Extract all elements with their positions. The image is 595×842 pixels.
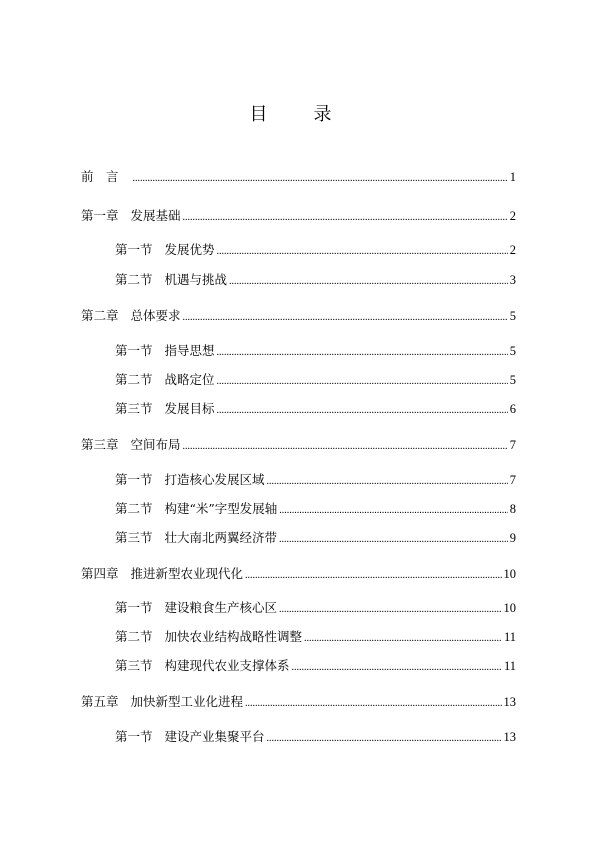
dot-leader <box>183 437 508 457</box>
toc-entry-section[interactable] <box>115 727 516 747</box>
toc-entry-number: 第五章 <box>81 694 119 709</box>
toc-entry-number: 第一节 <box>115 343 153 358</box>
toc-entry-section[interactable] <box>115 240 516 260</box>
toc-entry-section[interactable] <box>115 270 516 290</box>
toc-entry-number: 第三章 <box>81 437 119 452</box>
toc-entry-section[interactable] <box>115 656 516 676</box>
toc-entry-number: 第三节 <box>115 658 153 673</box>
dot-leader <box>279 501 507 521</box>
dot-leader <box>267 729 502 749</box>
toc-entry-number: 第三节 <box>115 530 153 545</box>
toc-page-number: 13 <box>503 695 516 709</box>
dot-leader <box>133 169 508 189</box>
toc-entry-number: 第三节 <box>115 401 153 416</box>
toc-entry-label: 推进新型农业现代化 <box>130 566 244 581</box>
toc-entry-number: 第一章 <box>81 208 119 223</box>
dot-leader <box>245 694 501 714</box>
toc-entry-chapter-4[interactable] <box>81 564 516 584</box>
toc-page-number: 9 <box>509 531 516 545</box>
toc-entry-label: 壮大南北两翼经济带 <box>164 530 278 545</box>
dot-leader <box>217 242 508 262</box>
toc-page-number: 2 <box>509 209 516 223</box>
toc-entry-number: 第二章 <box>81 308 119 323</box>
dot-leader <box>292 658 502 678</box>
toc-page-number: 11 <box>503 659 516 673</box>
toc-entry-chapter-5[interactable] <box>81 692 516 712</box>
toc-entry-label: 空间布局 <box>130 437 181 452</box>
toc-entry-label: 建设产业集聚平台 <box>164 729 265 744</box>
toc-entry-label: 构建现代农业支撑体系 <box>164 658 290 673</box>
page-title: 目 录 <box>249 104 346 125</box>
toc-page-number: 2 <box>509 243 516 257</box>
toc-entry-section[interactable] <box>115 499 516 519</box>
toc-entry-section[interactable] <box>115 528 516 548</box>
dot-leader <box>279 600 501 620</box>
dot-leader <box>183 208 508 228</box>
toc-entry-section[interactable] <box>115 598 516 618</box>
toc-page-number: 6 <box>509 402 516 416</box>
dot-leader <box>217 372 508 392</box>
toc-entry-preface[interactable] <box>81 167 516 187</box>
dot-leader <box>183 308 508 328</box>
toc-entry-number: 第二节 <box>115 501 153 516</box>
dot-leader <box>217 401 508 421</box>
toc-entry-label: 发展基础 <box>130 208 181 223</box>
toc-page-number: 13 <box>503 730 516 744</box>
dot-leader <box>229 272 508 292</box>
dot-leader <box>217 343 508 363</box>
toc-entry-label: 发展目标 <box>164 401 215 416</box>
toc-entry-number: 第一节 <box>115 600 153 615</box>
toc-entry-label: 总体要求 <box>130 308 181 323</box>
toc-page-number: 5 <box>509 309 516 323</box>
toc-entry-chapter-2[interactable] <box>81 306 516 326</box>
toc-page-number: 8 <box>509 502 516 516</box>
toc-page-number: 3 <box>509 273 516 287</box>
toc-entry-number: 第一节 <box>115 242 153 257</box>
dot-leader <box>245 566 501 586</box>
toc-entry-section[interactable] <box>115 399 516 419</box>
toc-page-number: 7 <box>509 438 516 452</box>
toc-entry-label: 发展优势 <box>164 242 215 257</box>
toc-entry-label: 打造核心发展区域 <box>164 472 265 487</box>
toc-entry-label: 建设粮食生产核心区 <box>164 600 278 615</box>
toc-page-number: 7 <box>509 473 516 487</box>
toc-entry-number: 前 言 <box>81 169 119 184</box>
toc-entry-number: 第二节 <box>115 272 153 287</box>
toc-entry-label: 加快新型工业化进程 <box>130 694 244 709</box>
toc-page-number: 10 <box>503 567 516 581</box>
toc-entry-label: 加快农业结构战略性调整 <box>164 629 303 644</box>
toc-page-number: 11 <box>503 630 516 644</box>
toc-entry-label: 指导思想 <box>164 343 215 358</box>
toc-entry-label: 构建“米”字型发展轴 <box>164 501 278 516</box>
toc-entry-number: 第一节 <box>115 729 153 744</box>
toc-entry-number: 第二节 <box>115 372 153 387</box>
toc-entry-number: 第二节 <box>115 629 153 644</box>
toc-entry-section[interactable] <box>115 370 516 390</box>
toc-page-number: 5 <box>509 373 516 387</box>
toc-entry-section[interactable] <box>115 470 516 490</box>
toc-entry-chapter-1[interactable] <box>81 206 516 226</box>
toc-entry-chapter-3[interactable] <box>81 435 516 455</box>
toc-entry-section[interactable] <box>115 341 516 361</box>
toc-entry-label: 战略定位 <box>164 372 215 387</box>
dot-leader <box>304 629 502 649</box>
toc-entry-section[interactable] <box>115 627 516 647</box>
toc-page-number: 1 <box>509 170 516 184</box>
toc-entry-number: 第一节 <box>115 472 153 487</box>
toc-entry-label: 机遇与挑战 <box>164 272 228 287</box>
toc-page-number: 10 <box>503 601 516 615</box>
dot-leader <box>267 472 508 492</box>
toc-page-number: 5 <box>509 344 516 358</box>
dot-leader <box>279 530 508 550</box>
toc-entry-number: 第四章 <box>81 566 119 581</box>
